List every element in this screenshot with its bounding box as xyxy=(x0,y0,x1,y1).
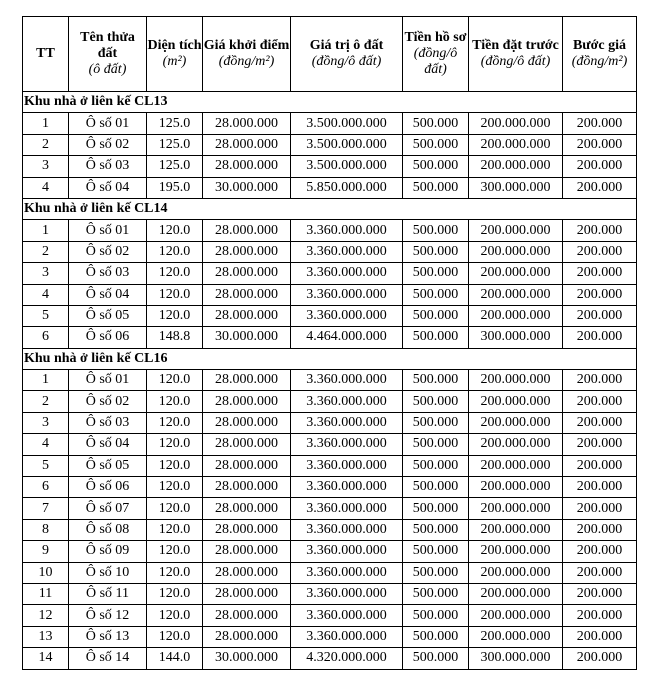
header-tien-dat-truoc: Tiền đặt trước (đồng/ô đất) xyxy=(469,17,563,92)
cell-gia-khoi-diem: 28.000.000 xyxy=(203,477,291,498)
cell-gia-tri-o-dat: 5.850.000.000 xyxy=(291,177,403,198)
cell-gia-tri-o-dat: 3.360.000.000 xyxy=(291,605,403,626)
cell-dien-tich: 120.0 xyxy=(147,605,203,626)
cell-tt: 14 xyxy=(23,648,69,669)
cell-tien-ho-so: 500.000 xyxy=(403,477,469,498)
cell-buoc-gia: 200.000 xyxy=(563,241,637,262)
cell-tt: 5 xyxy=(23,305,69,326)
cell-tt: 3 xyxy=(23,156,69,177)
cell-tien-ho-so: 500.000 xyxy=(403,284,469,305)
cell-buoc-gia: 200.000 xyxy=(563,562,637,583)
cell-tt: 4 xyxy=(23,177,69,198)
cell-buoc-gia: 200.000 xyxy=(563,177,637,198)
cell-gia-tri-o-dat: 3.360.000.000 xyxy=(291,541,403,562)
header-gia-khoi-diem: Giá khởi điểm (đồng/m²) xyxy=(203,17,291,92)
cell-gia-khoi-diem: 28.000.000 xyxy=(203,156,291,177)
cell-tt: 7 xyxy=(23,498,69,519)
cell-tien-dat-truoc: 200.000.000 xyxy=(469,562,563,583)
cell-buoc-gia: 200.000 xyxy=(563,263,637,284)
cell-tien-ho-so: 500.000 xyxy=(403,220,469,241)
cell-tt: 2 xyxy=(23,241,69,262)
table-row xyxy=(23,113,637,134)
cell-buoc-gia: 200.000 xyxy=(563,434,637,455)
table-header xyxy=(23,17,637,92)
cell-gia-tri-o-dat: 3.360.000.000 xyxy=(291,370,403,391)
cell-dien-tich: 120.0 xyxy=(147,455,203,476)
cell-dien-tich: 125.0 xyxy=(147,134,203,155)
cell-tt: 4 xyxy=(23,284,69,305)
cell-buoc-gia: 200.000 xyxy=(563,134,637,155)
cell-gia-tri-o-dat: 3.500.000.000 xyxy=(291,134,403,155)
cell-dien-tich: 120.0 xyxy=(147,391,203,412)
cell-tt: 10 xyxy=(23,562,69,583)
group-title: Khu nhà ở liên kế CL14 xyxy=(23,198,637,219)
cell-tien-dat-truoc: 300.000.000 xyxy=(469,648,563,669)
cell-gia-khoi-diem: 28.000.000 xyxy=(203,263,291,284)
cell-ten-thua-dat: Ô số 13 xyxy=(69,626,147,647)
cell-gia-tri-o-dat: 3.360.000.000 xyxy=(291,391,403,412)
cell-buoc-gia: 200.000 xyxy=(563,156,637,177)
cell-dien-tich: 148.8 xyxy=(147,327,203,348)
cell-gia-tri-o-dat: 3.360.000.000 xyxy=(291,412,403,433)
cell-ten-thua-dat: Ô số 02 xyxy=(69,391,147,412)
cell-ten-thua-dat: Ô số 03 xyxy=(69,412,147,433)
cell-tt: 2 xyxy=(23,391,69,412)
cell-ten-thua-dat: Ô số 06 xyxy=(69,327,147,348)
cell-buoc-gia: 200.000 xyxy=(563,519,637,540)
cell-tien-dat-truoc: 300.000.000 xyxy=(469,177,563,198)
cell-ten-thua-dat: Ô số 11 xyxy=(69,583,147,604)
cell-tt: 6 xyxy=(23,327,69,348)
cell-tt: 1 xyxy=(23,370,69,391)
cell-tt: 3 xyxy=(23,263,69,284)
cell-gia-tri-o-dat: 3.360.000.000 xyxy=(291,220,403,241)
table-row xyxy=(23,541,637,562)
cell-ten-thua-dat: Ô số 04 xyxy=(69,434,147,455)
cell-tien-ho-so: 500.000 xyxy=(403,305,469,326)
cell-dien-tich: 120.0 xyxy=(147,370,203,391)
cell-gia-khoi-diem: 28.000.000 xyxy=(203,370,291,391)
cell-tien-ho-so: 500.000 xyxy=(403,541,469,562)
cell-gia-tri-o-dat: 3.360.000.000 xyxy=(291,263,403,284)
cell-buoc-gia: 200.000 xyxy=(563,391,637,412)
cell-tien-ho-so: 500.000 xyxy=(403,498,469,519)
cell-dien-tich: 120.0 xyxy=(147,519,203,540)
cell-gia-tri-o-dat: 3.360.000.000 xyxy=(291,305,403,326)
cell-gia-khoi-diem: 28.000.000 xyxy=(203,583,291,604)
header-dien-tich: Diện tích (m²) xyxy=(147,17,203,92)
group-header-row xyxy=(23,92,637,113)
table-row xyxy=(23,156,637,177)
cell-gia-khoi-diem: 28.000.000 xyxy=(203,113,291,134)
cell-gia-khoi-diem: 28.000.000 xyxy=(203,391,291,412)
table-row xyxy=(23,370,637,391)
cell-dien-tich: 125.0 xyxy=(147,113,203,134)
table-row xyxy=(23,284,637,305)
cell-gia-tri-o-dat: 3.360.000.000 xyxy=(291,477,403,498)
cell-gia-tri-o-dat: 4.464.000.000 xyxy=(291,327,403,348)
cell-ten-thua-dat: Ô số 03 xyxy=(69,156,147,177)
cell-tt: 13 xyxy=(23,626,69,647)
cell-ten-thua-dat: Ô số 09 xyxy=(69,541,147,562)
cell-tien-dat-truoc: 200.000.000 xyxy=(469,391,563,412)
header-row xyxy=(23,17,637,92)
cell-gia-khoi-diem: 28.000.000 xyxy=(203,498,291,519)
cell-gia-khoi-diem: 30.000.000 xyxy=(203,327,291,348)
table-row xyxy=(23,477,637,498)
table-row xyxy=(23,455,637,476)
cell-tien-dat-truoc: 200.000.000 xyxy=(469,412,563,433)
cell-gia-khoi-diem: 30.000.000 xyxy=(203,648,291,669)
cell-tien-dat-truoc: 200.000.000 xyxy=(469,263,563,284)
table-row xyxy=(23,263,637,284)
cell-tien-dat-truoc: 200.000.000 xyxy=(469,626,563,647)
group-header-row xyxy=(23,348,637,369)
cell-dien-tich: 195.0 xyxy=(147,177,203,198)
cell-buoc-gia: 200.000 xyxy=(563,284,637,305)
cell-buoc-gia: 200.000 xyxy=(563,455,637,476)
cell-tien-ho-so: 500.000 xyxy=(403,391,469,412)
cell-tt: 1 xyxy=(23,220,69,241)
table-row xyxy=(23,412,637,433)
cell-buoc-gia: 200.000 xyxy=(563,220,637,241)
header-gia-tri-o-dat: Giá trị ô đất (đồng/ô đất) xyxy=(291,17,403,92)
cell-ten-thua-dat: Ô số 01 xyxy=(69,113,147,134)
cell-buoc-gia: 200.000 xyxy=(563,370,637,391)
table-row xyxy=(23,327,637,348)
cell-gia-khoi-diem: 28.000.000 xyxy=(203,220,291,241)
table-row xyxy=(23,305,637,326)
cell-tien-dat-truoc: 200.000.000 xyxy=(469,455,563,476)
cell-gia-tri-o-dat: 3.360.000.000 xyxy=(291,626,403,647)
cell-buoc-gia: 200.000 xyxy=(563,113,637,134)
cell-ten-thua-dat: Ô số 01 xyxy=(69,370,147,391)
cell-gia-khoi-diem: 28.000.000 xyxy=(203,519,291,540)
cell-gia-khoi-diem: 28.000.000 xyxy=(203,241,291,262)
cell-gia-tri-o-dat: 3.360.000.000 xyxy=(291,434,403,455)
cell-gia-tri-o-dat: 3.500.000.000 xyxy=(291,156,403,177)
cell-tien-dat-truoc: 200.000.000 xyxy=(469,370,563,391)
cell-tien-dat-truoc: 200.000.000 xyxy=(469,519,563,540)
cell-ten-thua-dat: Ô số 14 xyxy=(69,648,147,669)
cell-tien-dat-truoc: 200.000.000 xyxy=(469,220,563,241)
cell-tien-ho-so: 500.000 xyxy=(403,241,469,262)
cell-tien-dat-truoc: 200.000.000 xyxy=(469,305,563,326)
cell-gia-khoi-diem: 28.000.000 xyxy=(203,455,291,476)
cell-buoc-gia: 200.000 xyxy=(563,583,637,604)
cell-dien-tich: 120.0 xyxy=(147,541,203,562)
cell-ten-thua-dat: Ô số 04 xyxy=(69,284,147,305)
cell-dien-tich: 120.0 xyxy=(147,220,203,241)
cell-ten-thua-dat: Ô số 05 xyxy=(69,305,147,326)
cell-gia-tri-o-dat: 3.360.000.000 xyxy=(291,241,403,262)
cell-dien-tich: 120.0 xyxy=(147,263,203,284)
cell-tien-dat-truoc: 200.000.000 xyxy=(469,583,563,604)
cell-dien-tich: 120.0 xyxy=(147,412,203,433)
cell-dien-tich: 144.0 xyxy=(147,648,203,669)
cell-buoc-gia: 200.000 xyxy=(563,648,637,669)
cell-buoc-gia: 200.000 xyxy=(563,327,637,348)
table-body xyxy=(23,92,637,670)
cell-ten-thua-dat: Ô số 05 xyxy=(69,455,147,476)
table-row xyxy=(23,626,637,647)
cell-tt: 6 xyxy=(23,477,69,498)
table-row xyxy=(23,605,637,626)
cell-dien-tich: 120.0 xyxy=(147,583,203,604)
cell-ten-thua-dat: Ô số 03 xyxy=(69,263,147,284)
cell-gia-khoi-diem: 28.000.000 xyxy=(203,434,291,455)
cell-tien-dat-truoc: 200.000.000 xyxy=(469,477,563,498)
cell-tt: 4 xyxy=(23,434,69,455)
cell-ten-thua-dat: Ô số 08 xyxy=(69,519,147,540)
cell-tien-ho-so: 500.000 xyxy=(403,412,469,433)
cell-tien-dat-truoc: 200.000.000 xyxy=(469,498,563,519)
cell-dien-tich: 120.0 xyxy=(147,434,203,455)
cell-tien-dat-truoc: 200.000.000 xyxy=(469,241,563,262)
header-tien-ho-so: Tiền hồ sơ (đồng/ô đất) xyxy=(403,17,469,92)
cell-buoc-gia: 200.000 xyxy=(563,412,637,433)
table-row xyxy=(23,498,637,519)
cell-tien-ho-so: 500.000 xyxy=(403,605,469,626)
cell-gia-khoi-diem: 28.000.000 xyxy=(203,562,291,583)
cell-dien-tich: 120.0 xyxy=(147,305,203,326)
cell-gia-khoi-diem: 28.000.000 xyxy=(203,284,291,305)
table-row xyxy=(23,241,637,262)
cell-tien-ho-so: 500.000 xyxy=(403,455,469,476)
group-title: Khu nhà ở liên kế CL16 xyxy=(23,348,637,369)
cell-dien-tich: 120.0 xyxy=(147,284,203,305)
cell-buoc-gia: 200.000 xyxy=(563,305,637,326)
cell-gia-tri-o-dat: 3.360.000.000 xyxy=(291,455,403,476)
cell-dien-tich: 125.0 xyxy=(147,156,203,177)
cell-tt: 5 xyxy=(23,455,69,476)
cell-tien-ho-so: 500.000 xyxy=(403,156,469,177)
cell-dien-tich: 120.0 xyxy=(147,626,203,647)
cell-tt: 3 xyxy=(23,412,69,433)
cell-gia-khoi-diem: 30.000.000 xyxy=(203,177,291,198)
cell-dien-tich: 120.0 xyxy=(147,562,203,583)
cell-tt: 1 xyxy=(23,113,69,134)
cell-tien-dat-truoc: 200.000.000 xyxy=(469,434,563,455)
cell-buoc-gia: 200.000 xyxy=(563,541,637,562)
cell-tien-dat-truoc: 200.000.000 xyxy=(469,284,563,305)
cell-tt: 9 xyxy=(23,541,69,562)
cell-tien-ho-so: 500.000 xyxy=(403,434,469,455)
cell-ten-thua-dat: Ô số 10 xyxy=(69,562,147,583)
cell-tien-ho-so: 500.000 xyxy=(403,177,469,198)
cell-buoc-gia: 200.000 xyxy=(563,605,637,626)
cell-ten-thua-dat: Ô số 12 xyxy=(69,605,147,626)
cell-tt: 11 xyxy=(23,583,69,604)
cell-ten-thua-dat: Ô số 06 xyxy=(69,477,147,498)
group-title: Khu nhà ở liên kế CL13 xyxy=(23,92,637,113)
header-tt: TT xyxy=(23,17,69,92)
cell-tien-ho-so: 500.000 xyxy=(403,648,469,669)
cell-ten-thua-dat: Ô số 07 xyxy=(69,498,147,519)
cell-tien-ho-so: 500.000 xyxy=(403,113,469,134)
cell-tien-dat-truoc: 200.000.000 xyxy=(469,134,563,155)
cell-gia-khoi-diem: 28.000.000 xyxy=(203,626,291,647)
header-buoc-gia: Bước giá (đồng/m²) xyxy=(563,17,637,92)
cell-gia-tri-o-dat: 3.360.000.000 xyxy=(291,519,403,540)
cell-gia-tri-o-dat: 3.360.000.000 xyxy=(291,562,403,583)
cell-gia-tri-o-dat: 3.500.000.000 xyxy=(291,113,403,134)
cell-tien-ho-so: 500.000 xyxy=(403,327,469,348)
table-row xyxy=(23,391,637,412)
cell-tien-ho-so: 500.000 xyxy=(403,583,469,604)
cell-dien-tich: 120.0 xyxy=(147,477,203,498)
cell-ten-thua-dat: Ô số 02 xyxy=(69,134,147,155)
cell-ten-thua-dat: Ô số 02 xyxy=(69,241,147,262)
cell-tien-ho-so: 500.000 xyxy=(403,562,469,583)
cell-gia-tri-o-dat: 3.360.000.000 xyxy=(291,498,403,519)
cell-tien-dat-truoc: 200.000.000 xyxy=(469,113,563,134)
cell-tt: 2 xyxy=(23,134,69,155)
cell-tien-dat-truoc: 200.000.000 xyxy=(469,541,563,562)
cell-tien-dat-truoc: 300.000.000 xyxy=(469,327,563,348)
cell-tien-ho-so: 500.000 xyxy=(403,626,469,647)
cell-tien-dat-truoc: 200.000.000 xyxy=(469,156,563,177)
header-ten-thua-dat: Tên thửa đất (ô đất) xyxy=(69,17,147,92)
cell-buoc-gia: 200.000 xyxy=(563,626,637,647)
cell-gia-khoi-diem: 28.000.000 xyxy=(203,605,291,626)
group-header-row xyxy=(23,198,637,219)
table-row xyxy=(23,583,637,604)
cell-gia-khoi-diem: 28.000.000 xyxy=(203,412,291,433)
cell-ten-thua-dat: Ô số 04 xyxy=(69,177,147,198)
cell-dien-tich: 120.0 xyxy=(147,498,203,519)
cell-tien-ho-so: 500.000 xyxy=(403,134,469,155)
cell-buoc-gia: 200.000 xyxy=(563,477,637,498)
cell-tt: 8 xyxy=(23,519,69,540)
cell-gia-tri-o-dat: 3.360.000.000 xyxy=(291,583,403,604)
land-auction-table xyxy=(22,16,637,670)
cell-tien-ho-so: 500.000 xyxy=(403,519,469,540)
cell-gia-khoi-diem: 28.000.000 xyxy=(203,541,291,562)
table-row xyxy=(23,220,637,241)
table-row xyxy=(23,562,637,583)
cell-tt: 12 xyxy=(23,605,69,626)
table-row xyxy=(23,134,637,155)
cell-gia-tri-o-dat: 4.320.000.000 xyxy=(291,648,403,669)
cell-tien-dat-truoc: 200.000.000 xyxy=(469,605,563,626)
cell-gia-tri-o-dat: 3.360.000.000 xyxy=(291,284,403,305)
table-row xyxy=(23,434,637,455)
table-row xyxy=(23,519,637,540)
cell-gia-khoi-diem: 28.000.000 xyxy=(203,134,291,155)
table-row xyxy=(23,648,637,669)
cell-tien-ho-so: 500.000 xyxy=(403,263,469,284)
table-row xyxy=(23,177,637,198)
cell-ten-thua-dat: Ô số 01 xyxy=(69,220,147,241)
cell-dien-tich: 120.0 xyxy=(147,241,203,262)
cell-tien-ho-so: 500.000 xyxy=(403,370,469,391)
cell-gia-khoi-diem: 28.000.000 xyxy=(203,305,291,326)
cell-buoc-gia: 200.000 xyxy=(563,498,637,519)
